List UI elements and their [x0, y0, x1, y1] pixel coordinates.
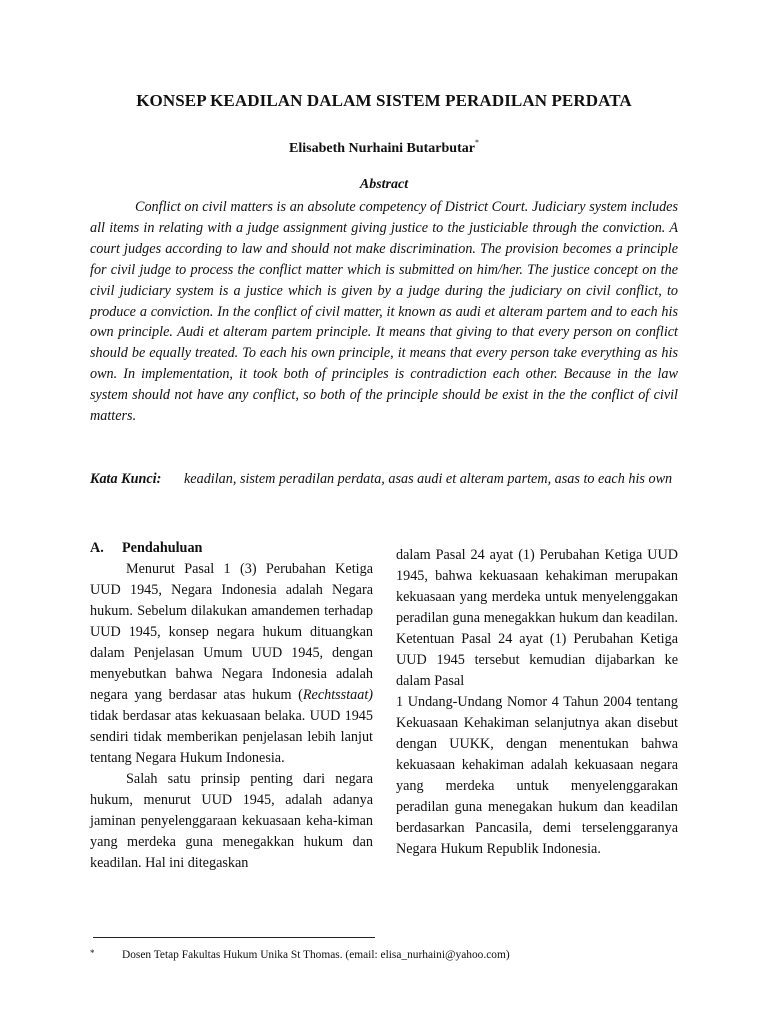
keywords-text: keadilan, sistem peradilan perdata, asas audi et alteram partem, asas to each his own [184, 471, 673, 487]
section-heading [90, 538, 373, 559]
footnote-divider [93, 937, 375, 938]
rechtsstaat-term: Rechtsstaat) [302, 687, 373, 703]
footnote-marker: * [90, 948, 95, 958]
author-name [0, 138, 768, 157]
author-footnote-marker: * [474, 138, 479, 147]
keywords-label: Kata Kunci: [90, 471, 162, 487]
right-paragraph-2: 1 Undang-Undang Nomor 4 Tahun 2004 tentang Kekuasaan Kehakiman selanjutnya akan disebut dengan UUKK, dengan menentukan bahwa kekuasaan kehakiman adalah kekuasaan negara yang merdeka untuk menyelenggarakan peradilan guna menegakan hukum dan keadilan berdasarkan Pancasila, demi terselenggaranya Negara Hukum Republik Indonesia. [396, 694, 678, 857]
right-column [396, 545, 678, 860]
right-paragraph-1: dalam Pasal 24 ayat (1) Perubahan Ketiga UUD 1945, bahwa kekuasaan kehakiman merupakan kekuasaan yang merdeka untuk menyelenggakan peradilan guna menegakkan hukum dan keadilan. Ketentuan Pasal 24 ayat (1) Perubahan Ketiga UUD 1945 tersebut kemudian dijabarkan ke dalam Pasal [396, 547, 678, 689]
intro-paragraph-1-part-2: tidak berdasar atas kekuasaan belaka. UUD 1945 sendiri tidak memberikan penjelasan lebih lanjut tentang Negara Hukum Indonesia. [90, 708, 373, 766]
paper-title: KONSEP KEADILAN DALAM SISTEM PERADILAN PERDATA [136, 91, 632, 110]
footnote-text: Dosen Tetap Fakultas Hukum Unika St Thomas. (email: elisa_nurhaini@yahoo.com) [122, 949, 510, 961]
left-column [90, 538, 373, 874]
abstract-heading: Abstract [359, 177, 409, 192]
intro-paragraph-1-part-1: Menurut Pasal 1 (3) Perubahan Ketiga UUD 1945, Negara Indonesia adalah Negara hukum. Sebelum dilakukan amandemen terhadap UUD 1945, konsep negara hukum dituangkan dalam Penjelasan Umum UUD 1945, dengan menyebutkan bahwa Negara Indonesia adalah negara yang berdasar atas hukum ( [90, 561, 373, 703]
author-name-text: Elisabeth Nurhaini Butarbutar [289, 141, 475, 156]
intro-paragraph-2: Salah satu prinsip penting dari negara hukum, menurut UUD 1945, adalah adanya jaminan penyelenggaraan kekuasaan keha-kiman yang merdeka guna menegakkan hukum dan keadilan. Hal ini ditegaskan [90, 771, 373, 871]
section-title: Pendahuluan [122, 540, 203, 556]
section-letter: A. [90, 540, 104, 556]
keywords-block [90, 469, 678, 490]
intro-paragraph-1 [90, 559, 373, 769]
abstract-body: Conflict on civil matters is an absolute competency of District Court. Judiciary system includes all items in relating with a judge assignment giving justice to the justiciable through the conviction. A court judges according to law and should not make discrimination. The provision becomes a principle for civil judge to process the conflict matter which is submitted on him/her. The justice concept on the civil judiciary system is a justice which is given by a judge during the judiciary on civil conflict, to produce a conviction. In the conflict of civil matter, it known as audi et alteram partem and to each his own principle. Audi et alteram partem principle. It means that giving to that every person on conflict should be equally treated. To each his own principle, it means that every person take everything as his own. In implementation, it took both of principles is contradiction each other. Because in the law system should not have any conflict, so both of the principle should be exist in the the conflict of civil matters. [90, 199, 678, 425]
